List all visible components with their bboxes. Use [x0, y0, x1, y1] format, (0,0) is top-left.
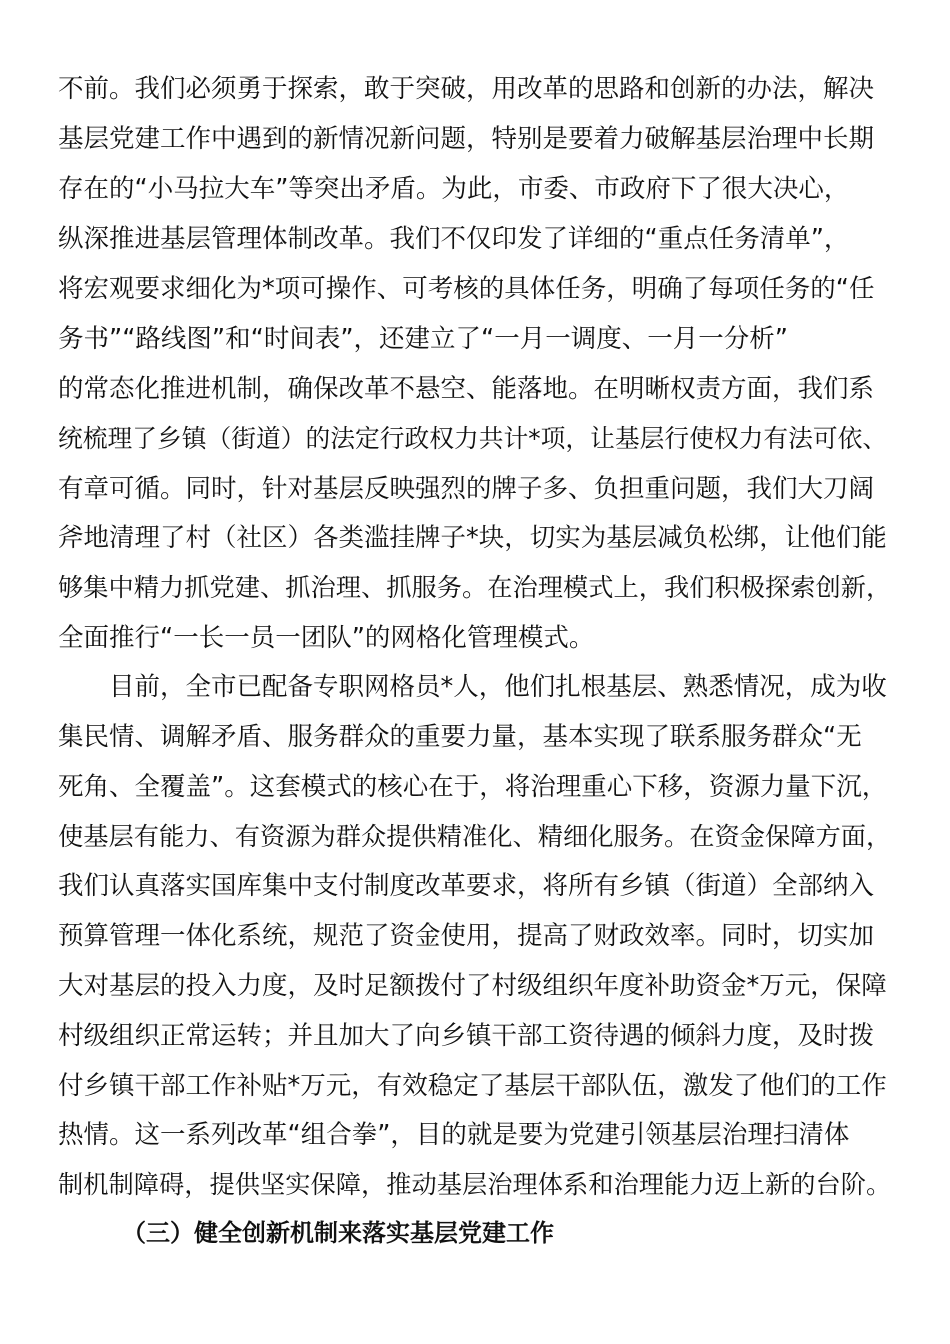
text-line: 目前，全市已配备专职网格员*人，他们扎根基层、熟悉情况，成为收 — [58, 672, 887, 702]
text-line: 纵深推进基层管理体制改革。我们不仅印发了详细的“重点任务清单”， — [58, 224, 850, 254]
section-heading: （三）健全创新机制来落实基层党建工作 — [122, 1219, 554, 1247]
text-line: 存在的“小马拉大车”等突出矛盾。为此，市委、市政府下了很大决心， — [58, 174, 850, 204]
text-line: 基层党建工作中遇到的新情况新问题，特别是要着力破解基层治理中长期 — [58, 124, 875, 154]
text-line: 将宏观要求细化为*项可操作、可考核的具体任务，明确了每项任务的“任 — [58, 274, 875, 304]
text-line: 统梳理了乡镇（街道）的法定行政权力共计*项，让基层行使权力有法可依、 — [58, 424, 888, 453]
text-line: 付乡镇干部工作补贴*万元，有效稳定了基层干部队伍，激发了他们的工作 — [58, 1071, 887, 1101]
text-line: 斧地清理了村（社区）各类滥挂牌子*块，切实为基层减负松绑，让他们能 — [58, 523, 887, 553]
text-line: 全面推行“一长一员一团队”的网格化管理模式。 — [58, 623, 595, 653]
text-line: 制机制障碍，提供坚实保障，推动基层治理体系和治理能力迈上新的台阶。 — [58, 1170, 892, 1199]
text-line: 使基层有能力、有资源为群众提供精准化、精细化服务。在资金保障方面， — [58, 822, 892, 851]
text-line: 不前。我们必须勇于探索，敢于突破，用改革的思路和创新的办法，解决 — [58, 74, 875, 104]
text-line: 死角、全覆盖”。这套模式的核心在于，将治理重心下移，资源力量下沉， — [58, 772, 888, 802]
text-line: 村级组织正常运转；并且加大了向乡镇干部工资待遇的倾斜力度，及时拨 — [58, 1021, 875, 1051]
text-line: 集民情、调解矛盾、服务群众的重要力量，基本实现了联系服务群众“无 — [58, 722, 862, 752]
text-line: 务书”“路线图”和“时间表”，还建立了“一月一调度、一月一分析” — [58, 324, 788, 354]
text-line: 大对基层的投入力度，及时足额拨付了村级组织年度补助资金*万元，保障 — [58, 971, 887, 1001]
text-line: 热情。这一系列改革“组合拳”，目的就是要为党建引领基层治理扫清体 — [58, 1120, 850, 1150]
text-line: 预算管理一体化系统，规范了资金使用，提高了财政效率。同时，切实加 — [58, 921, 875, 951]
text-line: 我们认真落实国库集中支付制度改革要求，将所有乡镇（街道）全部纳入 — [58, 871, 875, 901]
text-line: 有章可循。同时，针对基层反映强烈的牌子多、负担重问题，我们大刀阔 — [58, 474, 875, 504]
text-line: 的常态化推进机制，确保改革不悬空、能落地。在明晰权责方面，我们系 — [58, 374, 875, 404]
text-line: 够集中精力抓党建、抓治理、抓服务。在治理模式上，我们积极探索创新， — [58, 573, 892, 602]
